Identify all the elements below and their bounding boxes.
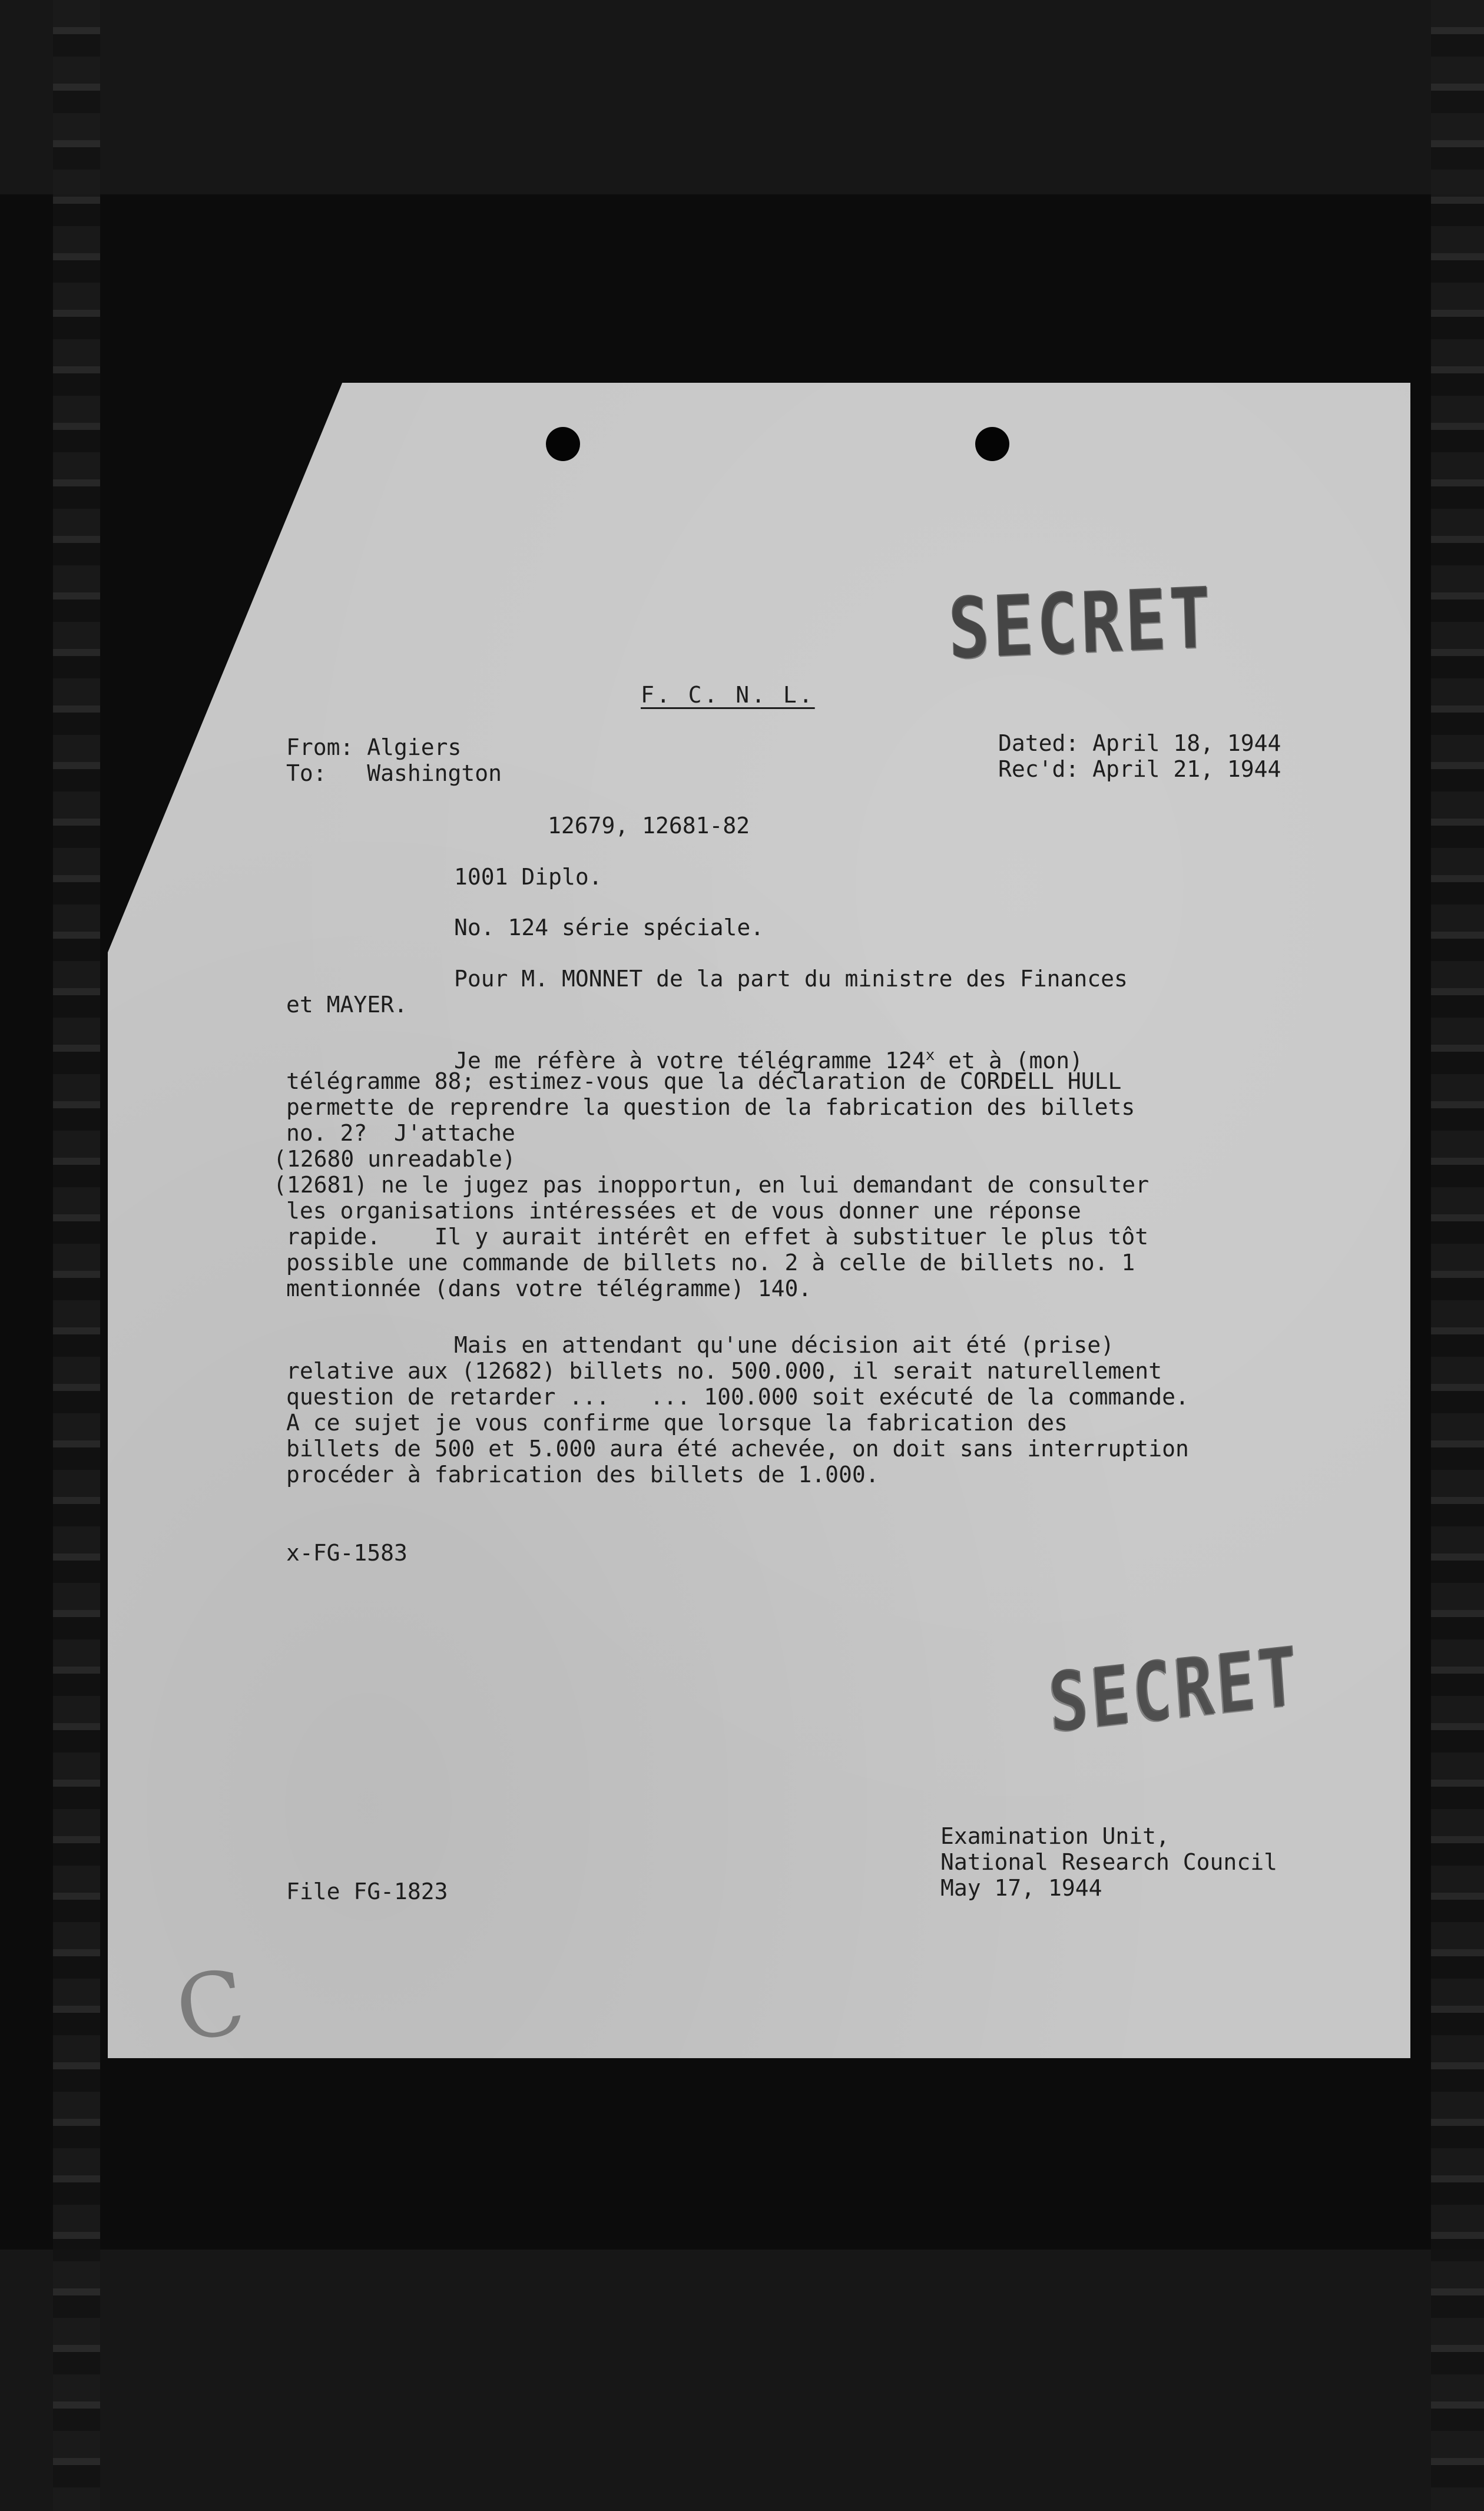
body-para-3-line-2: relative aux (12682) billets no. 500.000, il serait naturellement — [286, 1358, 1162, 1384]
punch-hole-right — [975, 427, 1009, 461]
received-line: Rec'd: April 21, 1944 — [998, 756, 1281, 782]
telegram-numbers: 12679, 12681-82 — [548, 813, 750, 839]
dated-line: Dated: April 18, 1944 — [998, 730, 1281, 756]
body-para-2-line-7: rapide. Il y aurait intérêt en effet à substituer le plus tôt — [286, 1224, 1149, 1250]
body-para-2-text-a: Je me réfère à votre télégramme 124 — [454, 1048, 926, 1074]
film-band-top — [0, 0, 1484, 194]
body-para-3-line-4: A ce sujet je vous confirme que lorsque la fabrication des — [286, 1410, 1068, 1436]
punch-hole-left — [546, 427, 580, 461]
body-para-2-line-9: mentionnée (dans votre télégramme) 140. — [286, 1276, 812, 1301]
secret-stamp-bottom: SECRET — [1046, 1628, 1304, 1751]
body-para-3-line-1: Mais en attendant qu'une décision ait été (prise) — [454, 1332, 1115, 1358]
to-line: To: Washington — [286, 760, 502, 786]
film-edge-right — [1431, 0, 1484, 2511]
body-para-2-line-4: no. 2? J'attache — [286, 1120, 515, 1146]
footer-date: May 17, 1944 — [940, 1875, 1102, 1901]
diplo-number: 1001 Diplo. — [454, 864, 602, 890]
file-number: File FG-1823 — [286, 1879, 448, 1904]
body-para-2-line-3: permette de reprendre la question de la fabrication des billets — [286, 1094, 1135, 1120]
body-para-1-line-2: et MAYER. — [286, 992, 408, 1018]
body-para-1-line-1: Pour M. MONNET de la part du ministre des Finances — [454, 966, 1128, 992]
cross-reference: x-FG-1583 — [286, 1540, 408, 1566]
body-para-2-line-6: les organisations intéressées et de vous donner une réponse — [286, 1198, 1081, 1224]
from-line: From: Algiers — [286, 734, 462, 760]
unreadable-note: (12680 unreadable) — [273, 1146, 516, 1172]
body-para-2-text-b: et à (mon) — [935, 1048, 1084, 1074]
body-para-3-line-5: billets de 500 et 5.000 aura été achevée, on doit sans interruption — [286, 1436, 1189, 1462]
body-para-2-line-5: (12681) ne le jugez pas inopportun, en lui demandant de consulter — [273, 1172, 1150, 1198]
body-para-2-line-8: possible une commande de billets no. 2 à celle de billets no. 1 — [286, 1250, 1135, 1276]
film-band-bottom — [0, 2250, 1484, 2511]
examination-unit: Examination Unit, — [940, 1823, 1170, 1849]
reference-superscript: x — [925, 1046, 935, 1064]
body-para-2-line-2: télégramme 88; estimez-vous que la déclaration de CORDELL HULL — [286, 1068, 1122, 1094]
secret-stamp-top: SECRET — [946, 569, 1215, 678]
body-para-3-line-6: procéder à fabrication des billets de 1.000. — [286, 1462, 879, 1488]
handwritten-mark: C — [170, 1950, 251, 2062]
document-title: F. C. N. L. — [641, 682, 815, 708]
film-edge-left — [53, 0, 100, 2511]
body-para-3-line-3: question de retarder ... ... 100.000 soit exécuté de la commande. — [286, 1384, 1189, 1410]
serie-line: No. 124 série spéciale. — [454, 915, 764, 940]
research-council: National Research Council — [940, 1849, 1277, 1875]
